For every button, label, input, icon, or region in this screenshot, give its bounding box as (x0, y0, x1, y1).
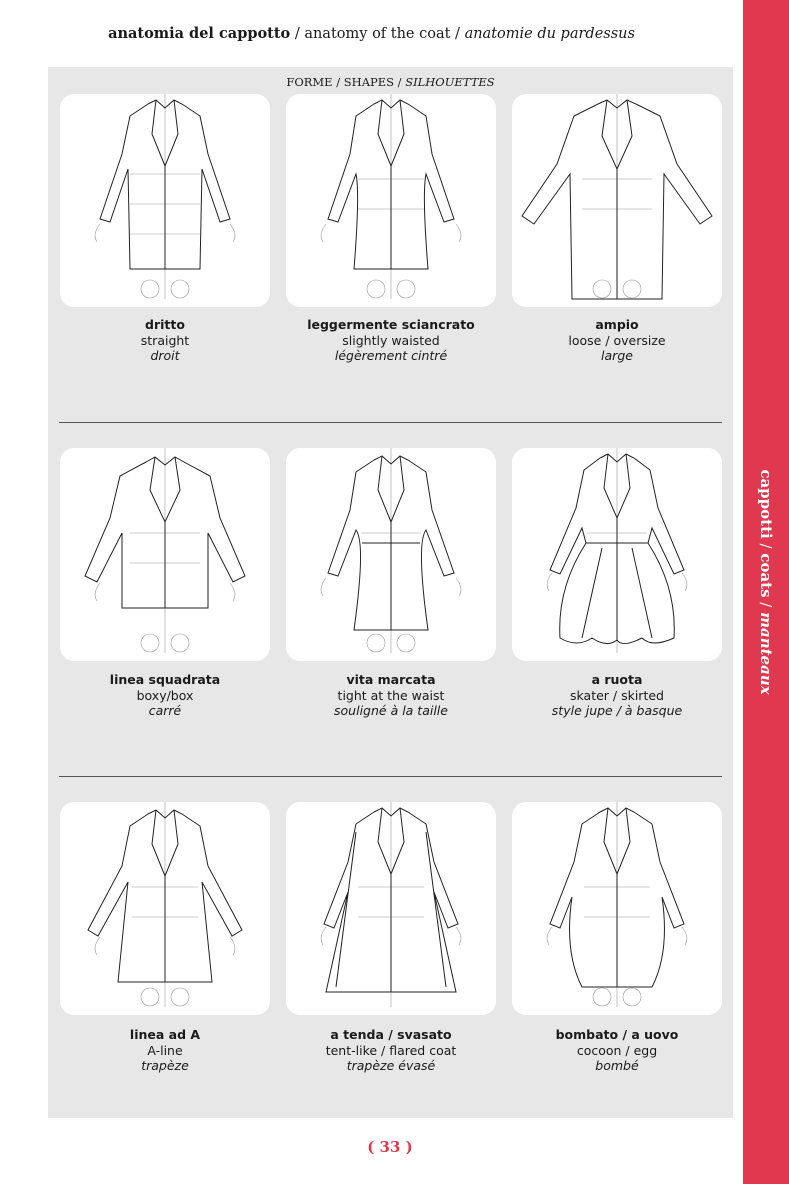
caption-a-line (52, 1027, 278, 1074)
cocoon-coat-illustration (512, 802, 722, 1015)
caption-loose (504, 317, 730, 364)
caption-tight-waist (278, 672, 504, 719)
caption-french: trapèze évasé (346, 1058, 436, 1073)
shape-card-cocoon (512, 802, 722, 1015)
caption-french: droit (150, 348, 180, 363)
a-line-coat-illustration (60, 802, 270, 1015)
shape-card-tent (286, 802, 496, 1015)
straight-coat-illustration (60, 94, 270, 307)
caption-french: bombé (595, 1058, 639, 1073)
skater-coat-illustration (512, 448, 722, 661)
section-separator: / (332, 75, 344, 89)
caption-french: carré (148, 703, 182, 718)
caption-english: tent-like / flared coat (325, 1042, 457, 1058)
caption-straight (52, 317, 278, 364)
row-divider (59, 776, 722, 777)
shape-card-slightly-waisted (286, 94, 496, 307)
caption-boxy (52, 672, 278, 719)
section-italian: FORME (286, 75, 333, 89)
caption-english: slightly waisted (342, 332, 440, 348)
section-english: SHAPES (343, 75, 395, 89)
tight-waist-coat-illustration (286, 448, 496, 661)
caption-english: skater / skirted (570, 687, 664, 703)
chapter-title (757, 469, 775, 694)
shape-card-loose (512, 94, 722, 307)
caption-skater (504, 672, 730, 719)
caption-english: straight (140, 332, 190, 348)
chapter-sidebar (743, 0, 789, 1184)
shape-card-boxy (60, 448, 270, 661)
header-italian: anatomia del cappotto (108, 25, 291, 42)
caption-italian: a tenda / svasato (330, 1027, 452, 1042)
tent-coat-illustration (286, 802, 496, 1015)
loose-coat-illustration (512, 94, 722, 307)
header-english: anatomy of the coat (304, 26, 451, 42)
shape-card-tight-waist (286, 448, 496, 661)
section-title (48, 75, 733, 89)
boxy-coat-illustration (60, 448, 270, 661)
shape-card-straight (60, 94, 270, 307)
header-separator: / (290, 26, 305, 42)
chapter-italian: cappotti (757, 469, 775, 539)
caption-english: cocoon / egg (576, 1042, 658, 1058)
caption-english: tight at the waist (337, 687, 445, 703)
caption-french: souligné à la taille (334, 703, 448, 718)
caption-italian: ampio (595, 317, 639, 332)
header-french: anatomie du pardessus (464, 26, 635, 42)
caption-english: boxy/box (136, 687, 194, 703)
shape-card-skater (512, 448, 722, 661)
caption-english: A-line (147, 1042, 183, 1058)
caption-french: large (601, 348, 633, 363)
caption-cocoon (504, 1027, 730, 1074)
shape-card-a-line (60, 802, 270, 1015)
caption-italian: bombato / a uovo (555, 1027, 679, 1042)
caption-italian: linea ad A (129, 1027, 201, 1042)
caption-italian: linea squadrata (109, 672, 221, 687)
chapter-english: coats (757, 553, 775, 598)
header-separator: / (450, 26, 465, 42)
section-french: SILHOUETTES (405, 75, 495, 89)
shapes-panel (48, 67, 733, 1118)
slightly-waisted-coat-illustration (286, 94, 496, 307)
chapter-separator: / (757, 597, 775, 613)
caption-french: légèrement cintré (334, 348, 448, 363)
caption-english: loose / oversize (568, 332, 666, 348)
caption-french: style jupe / à basque (551, 703, 683, 718)
caption-italian: vita marcata (346, 672, 436, 687)
row-divider (59, 422, 722, 423)
page-number: ( 33 ) (367, 1138, 413, 1156)
section-separator: / (394, 75, 406, 89)
chapter-separator: / (757, 538, 775, 554)
caption-slightly-waisted (278, 317, 504, 364)
caption-tent (278, 1027, 504, 1074)
caption-italian: dritto (145, 317, 185, 332)
caption-french: trapèze (141, 1058, 189, 1073)
caption-italian: a ruota (591, 672, 643, 687)
chapter-french: manteaux (757, 612, 775, 695)
caption-italian: leggermente sciancrato (307, 317, 475, 332)
page-header (0, 25, 743, 42)
